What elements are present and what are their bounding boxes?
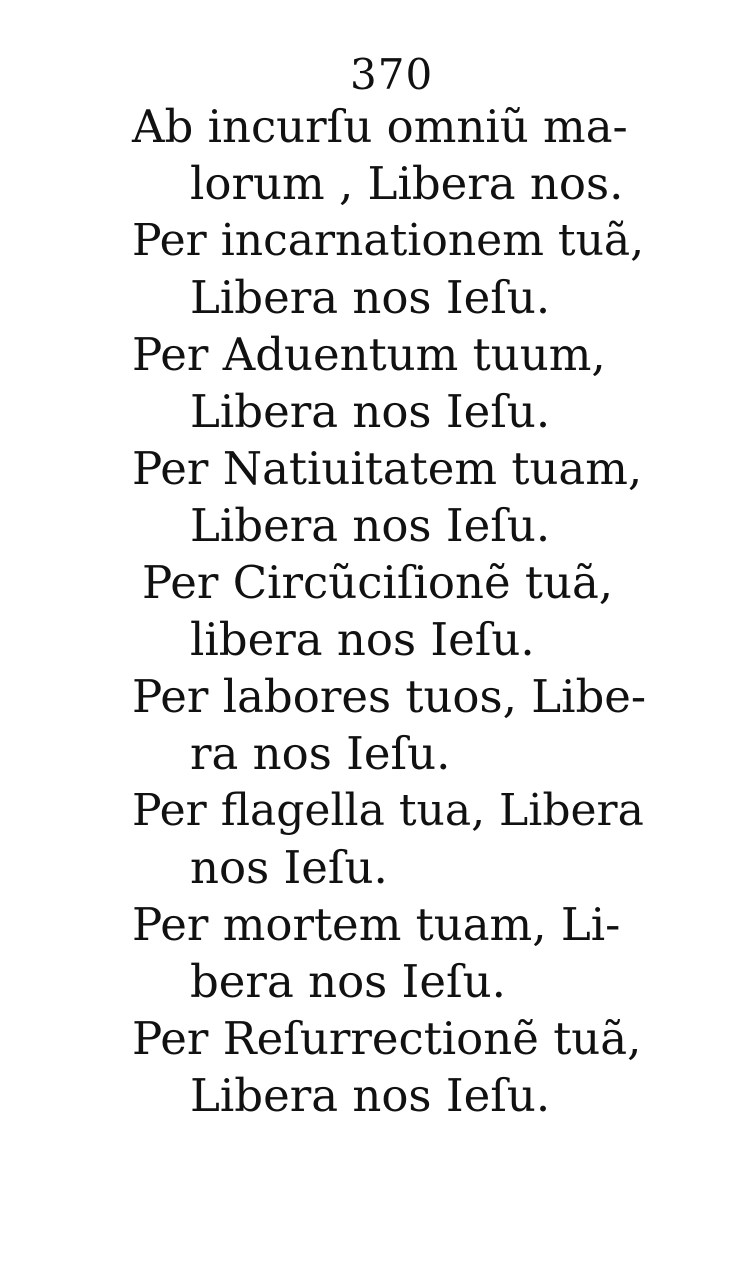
verse-line: Per Reſurrectionẽ tuã, bbox=[132, 1012, 642, 1065]
verse-line: Per Circũciſionẽ tuã, bbox=[142, 556, 614, 609]
verse-3 bbox=[132, 326, 652, 440]
verse-6 bbox=[132, 668, 652, 782]
verse-line: Per flagella tua, Libera bbox=[132, 785, 644, 836]
verse-8 bbox=[132, 896, 652, 1010]
verse-line: Libera nos Ieſu. bbox=[190, 499, 551, 552]
verse-7 bbox=[132, 782, 652, 896]
verse-line: ra nos Ieſu. bbox=[190, 727, 451, 780]
verse-line: Per Natiuitatem tuam, bbox=[132, 442, 643, 495]
verse-line: Libera nos Ieſu. bbox=[190, 1069, 551, 1122]
verse-line: Libera nos Ieſu. bbox=[190, 385, 551, 438]
verse-5 bbox=[132, 554, 652, 668]
verse-line: Per Aduentum tuum, bbox=[132, 328, 606, 381]
verse-line: lorum , Libera nos. bbox=[190, 157, 624, 210]
verse-line: nos Ieſu. bbox=[190, 841, 388, 894]
verse-line: Per labores tuos, Libe- bbox=[132, 670, 647, 723]
verse-9 bbox=[132, 1010, 652, 1124]
verse-1 bbox=[132, 98, 652, 212]
verse-line: Per mortem tuam, Li- bbox=[132, 898, 621, 951]
page-number: 370 bbox=[350, 50, 434, 99]
verse-line: bera nos Ieſu. bbox=[190, 955, 506, 1008]
verse-4 bbox=[132, 440, 652, 554]
litany-text bbox=[132, 98, 652, 1124]
verse-line: libera nos Ieſu. bbox=[190, 613, 535, 666]
verse-line: Libera nos Ieſu. bbox=[190, 271, 551, 324]
verse-line: Ab incurſu omniũ ma- bbox=[132, 100, 628, 153]
verse-line: Per incarnationem tuã, bbox=[132, 215, 645, 266]
verse-2 bbox=[132, 212, 652, 326]
